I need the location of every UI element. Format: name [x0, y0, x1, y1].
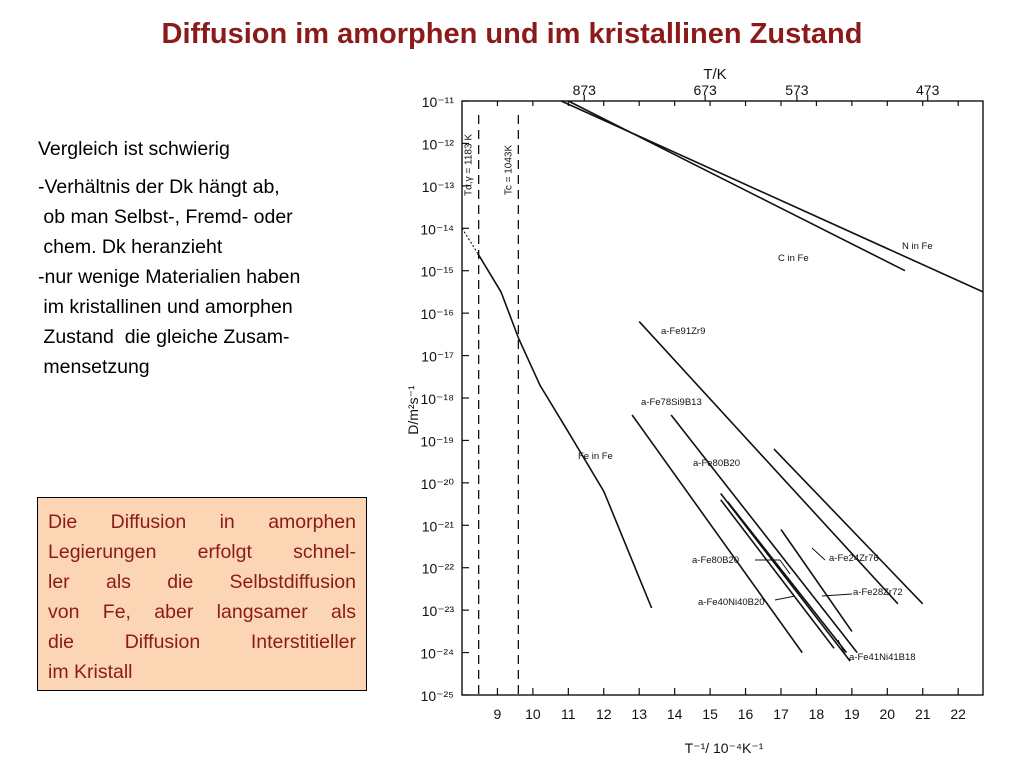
series-line	[671, 415, 857, 653]
note-line: Vergleich ist schwierig	[38, 138, 230, 160]
note-line: ob man Selbst-, Fremd- oder	[38, 206, 293, 228]
y-axis-label: D/m²s⁻¹	[405, 385, 421, 435]
y-tick-label: 10⁻²⁴	[420, 645, 454, 662]
annotation-leader	[775, 596, 795, 600]
fe-dotted-connector	[462, 228, 478, 253]
x-tick-label: 11	[561, 706, 576, 722]
curve-annotation: a-Fe91Zr9	[661, 326, 706, 337]
x-tick-label: 15	[702, 706, 718, 722]
x-tick-label: 16	[737, 706, 754, 722]
y-tick-label: 10⁻¹⁵	[420, 263, 454, 280]
curve-annotation: a-Fe41Ni41B18	[849, 652, 916, 663]
callout-line: ler als die Selbstdiffusion	[48, 571, 356, 593]
y-tick-label: 10⁻¹²	[421, 136, 454, 153]
callout-line: die Diffusion Interstitieller	[48, 631, 356, 653]
slide-title: Diffusion im amorphen und im kristallinen Zustand	[161, 18, 863, 50]
series-line	[721, 500, 834, 649]
series-line	[568, 101, 905, 271]
curve-annotation: a-Fe78Si9B13	[641, 397, 702, 408]
y-tick-label: 10⁻²²	[421, 560, 454, 577]
x-tick-label: 13	[631, 706, 647, 722]
curve-annotation: C in Fe	[778, 253, 809, 264]
note-line: -Verhältnis der Dk hängt ab,	[38, 176, 280, 198]
callout-line: von Fe, aber langsamer als	[48, 601, 356, 623]
x-axis-label: T⁻¹/ 10⁻⁴K⁻¹	[684, 740, 764, 756]
y-tick-label: 10⁻²⁵	[420, 688, 454, 704]
y-tick-label: 10⁻²³	[421, 603, 454, 620]
curve-annotation: a-Fe24Zr76	[829, 553, 879, 564]
top-axis-label: T/K	[703, 66, 727, 83]
x-tick-label: 22	[950, 706, 966, 722]
x-tick-label: 21	[914, 706, 931, 722]
callout-line: im Kristall	[48, 661, 133, 683]
curve-annotation: a-Fe80B20	[693, 458, 741, 469]
x-tick-label: 12	[595, 706, 612, 722]
top-tick-label: 873	[572, 82, 596, 98]
x-tick-label: 18	[808, 706, 825, 722]
top-tick-label: 573	[785, 82, 809, 98]
series-line	[774, 449, 923, 604]
y-tick-label: 10⁻¹⁶	[420, 306, 454, 323]
top-tick-label: 673	[693, 82, 717, 98]
y-tick-label: 10⁻²⁰	[420, 475, 454, 492]
phase-transition-label: Tα,γ = 1183 K	[463, 133, 475, 197]
note-line: chem. Dk heranzieht	[38, 236, 223, 258]
note-line: Zustand die gleiche Zusam-	[38, 326, 290, 348]
x-tick-label: 19	[844, 706, 860, 722]
x-tick-label: 20	[879, 706, 896, 722]
curve-annotation: N in Fe	[902, 241, 933, 252]
top-tick-label: 473	[916, 82, 940, 98]
series-line	[632, 415, 802, 653]
x-tick-label: 17	[773, 706, 789, 722]
y-tick-label: 10⁻²¹	[421, 518, 454, 535]
annotation-leader	[812, 548, 825, 560]
series-line	[781, 530, 852, 632]
series-line	[728, 502, 847, 653]
series-line	[478, 254, 652, 608]
x-tick-label: 9	[493, 706, 502, 722]
y-tick-label: 10⁻¹³	[421, 178, 454, 195]
note-line: -nur wenige Materialien haben	[38, 266, 301, 288]
y-tick-label: 10⁻¹⁴	[420, 221, 454, 238]
curve-annotation: a-Fe40Ni40B20	[698, 597, 765, 608]
callout-line: Die Diffusion in amorphen	[48, 511, 356, 533]
y-tick-label: 10⁻¹⁸	[420, 391, 454, 407]
curve-annotation: a-Fe28Zr72	[853, 587, 903, 598]
phase-transition-label: Tc = 1043K	[503, 144, 515, 196]
x-tick-label: 10	[525, 706, 541, 722]
callout-line: Legierungen erfolgt schnel-	[48, 541, 356, 563]
note-line: im kristallinen und amorphen	[38, 296, 293, 318]
y-tick-label: 10⁻¹⁹	[420, 433, 454, 450]
curve-annotation: a-Fe80B20	[692, 555, 740, 566]
y-tick-label: 10⁻¹⁷	[421, 348, 454, 365]
note-line: mensetzung	[38, 356, 150, 378]
y-tick-label: 10⁻¹¹	[421, 94, 454, 110]
curve-annotation: Fe in Fe	[578, 451, 613, 462]
x-tick-label: 14	[666, 706, 683, 722]
